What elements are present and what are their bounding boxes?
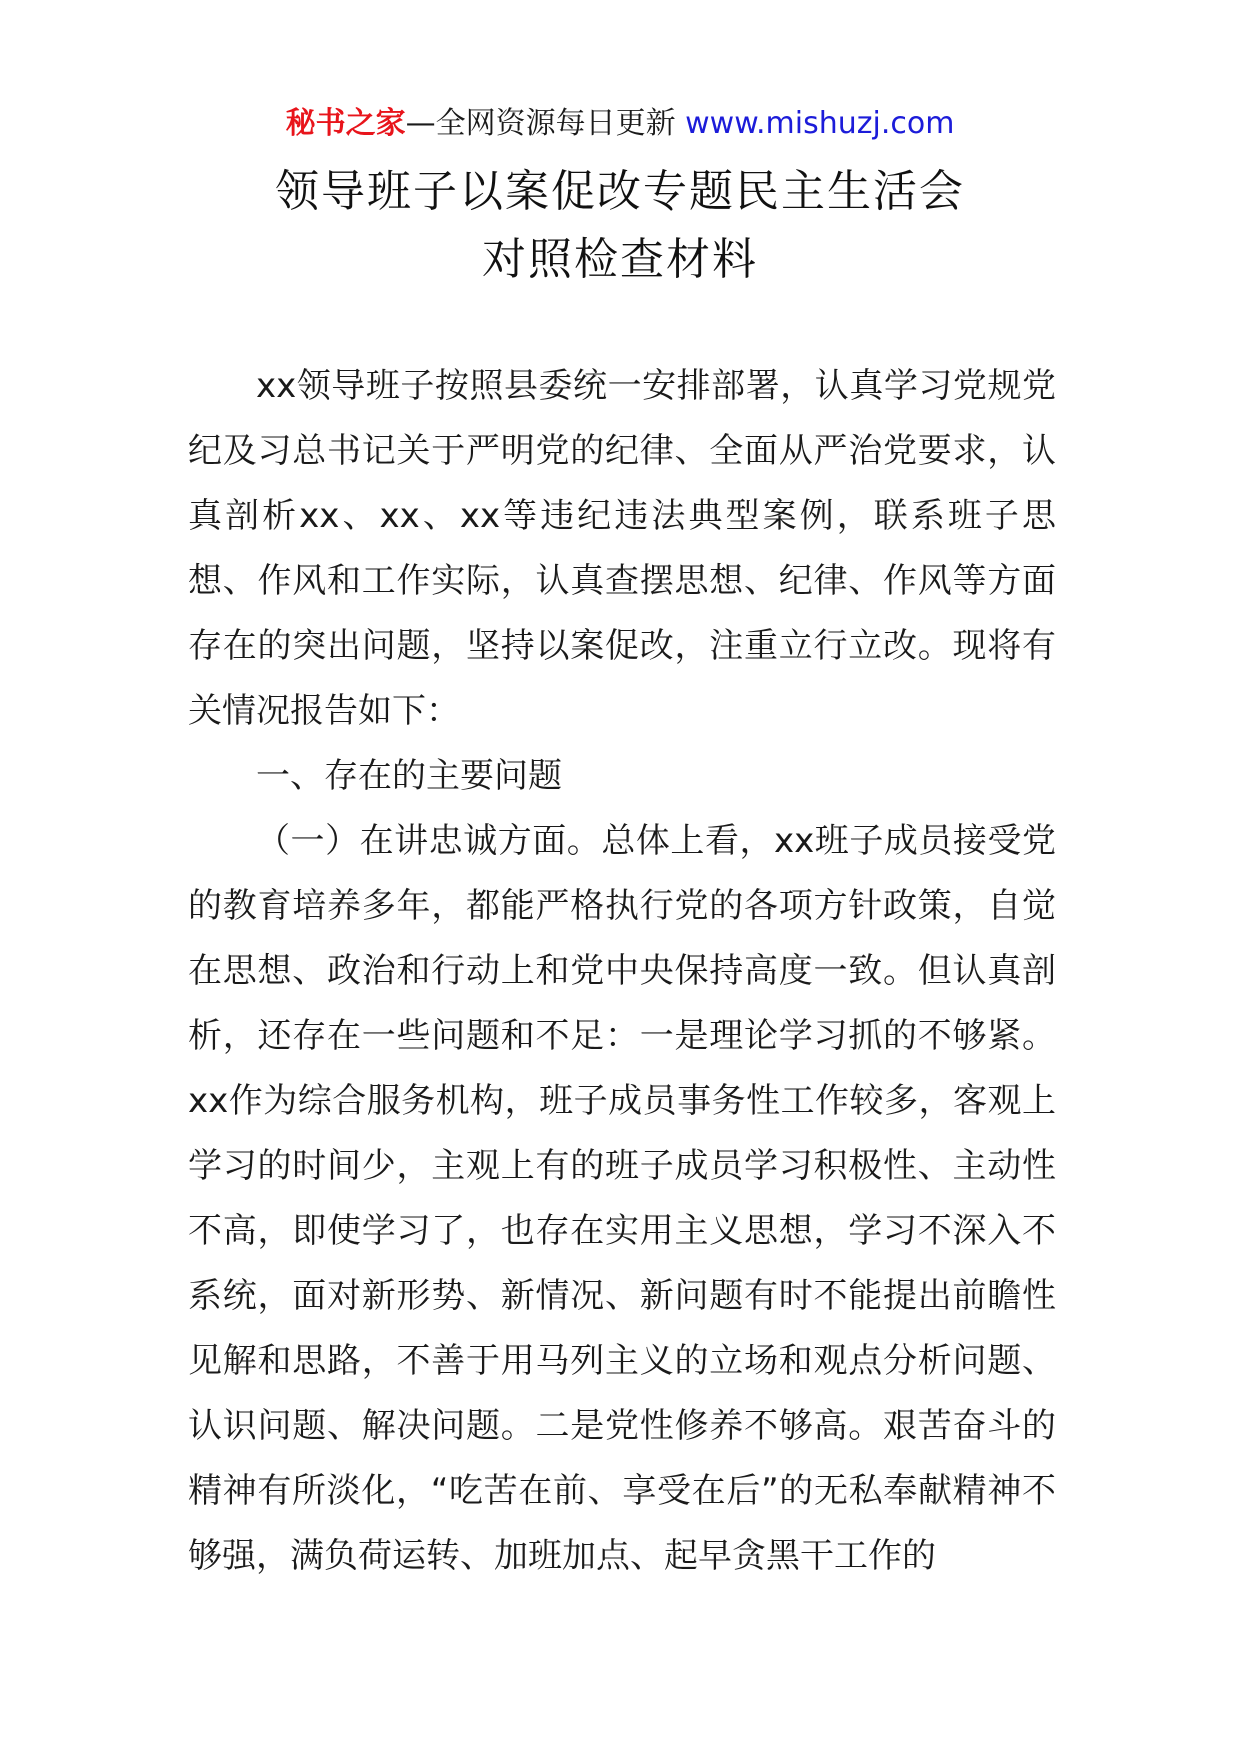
section-heading-1: 一、存在的主要问题 — [256, 756, 562, 796]
brand-name: 秘书之家 — [285, 106, 406, 141]
document-title-line-2: 对照检查材料 — [482, 234, 758, 285]
brand-tagline: —全网资源每日更新 — [405, 106, 676, 141]
paragraph-loyalty: （一）在讲忠诚方面。总体上看，xx班子成员接受党的教育培养多年，都能严格执行党的各项方针政策，自觉在思想、政治和行动上和党中央保持高度一致。但认真剖析，还存在一些问题和不足：一是理论学习抓的不够紧。xx作为综合服务机构，班子成员事务性工作较多，客观上学习的时间少，主观上有的班子成员学习积极性、主动性不高，即使学习了，也存在实用主义思想，学习不深入不系统，面对新形势、新情况、新问题有时不能提出前瞻性见解和思路，不善于用马列主义的立场和观点分析问题、认识问题、解决问题。二是党性修养不够高。艰苦奋斗的精神有所淡化，“吃苦在前、享受在后”的无私奉献精神不够强，满负荷运转、加班加点、起早贪黑干工作的 — [188, 821, 1056, 1576]
site-url-link[interactable]: www.mishuzj.com — [685, 106, 955, 141]
paragraph-intro: xx领导班子按照县委统一安排部署，认真学习党规党纪及习总书记关于严明党的纪律、全面从严治党要求，认真剖析xx、xx、xx等违纪违法典型案例，联系班子思想、作风和工作实际，认真查摆思想、纪律、作风等方面存在的突出问题，坚持以案促改，注重立行立改。现将有关情况报告如下： — [188, 366, 1056, 731]
document-title-line-1: 领导班子以案促改专题民主生活会 — [275, 166, 965, 217]
site-watermark-header — [0, 104, 1240, 144]
document-body — [188, 354, 1056, 1589]
